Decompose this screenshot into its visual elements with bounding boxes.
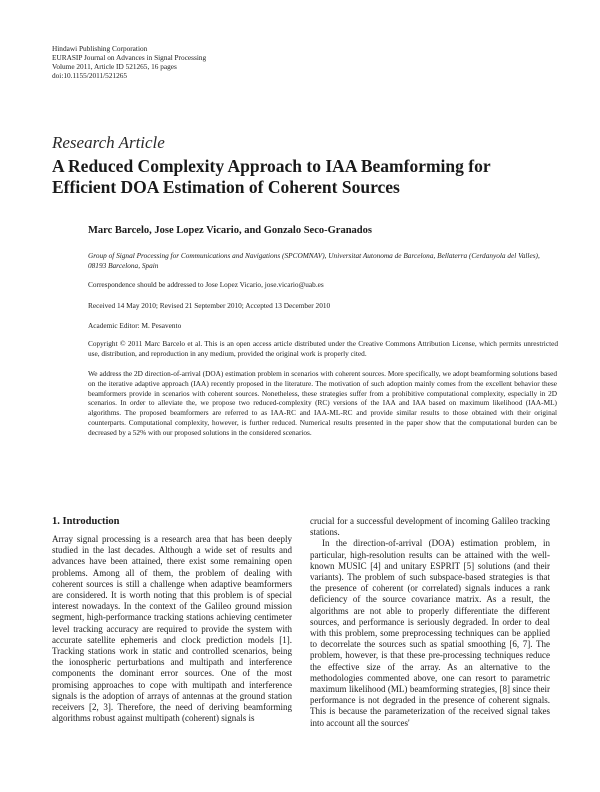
affiliation: Group of Signal Processing for Communications and Navigations (SPCOMNAV), Universitat Autonoma de Barcelona, Bellaterra (Cerdanyola del Valles), 08193 Barcelona, Spain: [88, 251, 540, 270]
volume-info: Volume 2011, Article ID 521265, 16 pages: [52, 62, 177, 71]
section-heading-introduction: 1. Introduction: [52, 516, 120, 527]
correspondence: Correspondence should be addressed to Jose Lopez Vicario, jose.vicario@uab.es: [88, 280, 324, 289]
body-column-right: [310, 516, 550, 729]
body-paragraph: crucial for a successful development of incoming Galileo tracking stations.: [310, 516, 550, 538]
submission-dates: Received 14 May 2010; Revised 21 September 2010; Accepted 13 December 2010: [88, 301, 331, 310]
body-paragraph: In the direction-of-arrival (DOA) estimation problem, in particular, high-resolution results can be attained with the well-known MUSIC [4] and unitary ESPRIT [5] solutions (and their variants). The problem of such subspace-based strategies is that the presence of coherent (or correlated) signals induces a rank deficiency of the source covariance matrix. As a result, the algorithms are not able to properly differentiate the different sources, and performance is seriously degraded. In order to deal with this problem, some preprocessing techniques can be applied to decorrelate the sources such as spatial smoothing [6, 7]. The problem, however, is that these pre-processing techniques reduce the effective size of the array. As an alternative to the methodologies commented above, one can resort to parametric maximum likelihood (ML) beamforming strategies, [8] since their performance is not degraded in the presence of coherent signals. This is because the parameterization of the received signal takes into account all the sources': [310, 538, 550, 728]
journal-name: EURASIP Journal on Advances in Signal Processing: [52, 53, 207, 62]
copyright-notice: Copyright © 2011 Marc Barcelo et al. This is an open access article distributed under the Creative Commons Attribution License, which permits unrestricted use, distribution, and reproduction in any medium, provided the original work is properly cited.: [88, 339, 558, 358]
publisher: Hindawi Publishing Corporation: [52, 44, 148, 53]
body-column-left: [52, 534, 292, 724]
doi: doi:10.1155/2011/521265: [52, 71, 128, 80]
academic-editor: Academic Editor: M. Pesavento: [88, 321, 182, 330]
journal-header: [52, 44, 206, 80]
author-list: Marc Barcelo, Jose Lopez Vicario, and Gonzalo Seco-Granados: [88, 225, 372, 236]
paper-title: A Reduced Complexity Approach to IAA Beamforming for Efficient DOA Estimation of Coherent Sources: [52, 156, 491, 197]
abstract: We address the 2D direction-of-arrival (DOA) estimation problem in scenarios with coherent sources. More specifically, we adopt beamforming solutions based on the iterative adaptive approach (IAA) recently proposed in the literature. The motivation of such adoption mainly comes from the excellent behavior these beamformers provide in scenarios with coherent sources. Nonetheless, these strategies suffer from a prohibitive computational complexity, especially in 2D scenarios. In order to alleviate the, we propose two reduced-complexity (RC) versions of the IAA and IAA based on maximum likelihood (IAA-ML) algorithms. The proposed beamformers are referred to as IAA-RC and IAA-ML-RC and provide similar results to those obtained with their original counterparts. Computational complexity, however, is further reduced. Numerical results presented in the paper show that the computational burden can be decreased by a 52% with our proposed solutions in the considered scenarios.: [88, 369, 557, 437]
body-paragraph: Array signal processing is a research area that has been deeply studied in the last decades. Although a wide set of results and advances have been attained, there exist some remaining open problems. Among all of them, the problem of dealing with coherent sources is still a challenge when adaptive beamformers are considered. It is worth noting that this problem is of special interest nowadays. In the context of the Galileo ground mission segment, high-performance tracking stations achieving centimeter level tracking accuracy are required to provide the system with accurate satellite ephemeris and clock prediction models [1]. Tracking stations work in static and controlled scenarios, being the ionospheric perturbations and multipath and interference components the dominant error sources. One of the most promising approaches to cope with multipath and interference signals is the adoption of arrays of antennas at the ground station receivers [2, 3]. Therefore, the need of deriving beamforming algorithms robust against multipath (coherent) signals is: [52, 534, 292, 724]
article-type: Research Article: [52, 133, 165, 152]
